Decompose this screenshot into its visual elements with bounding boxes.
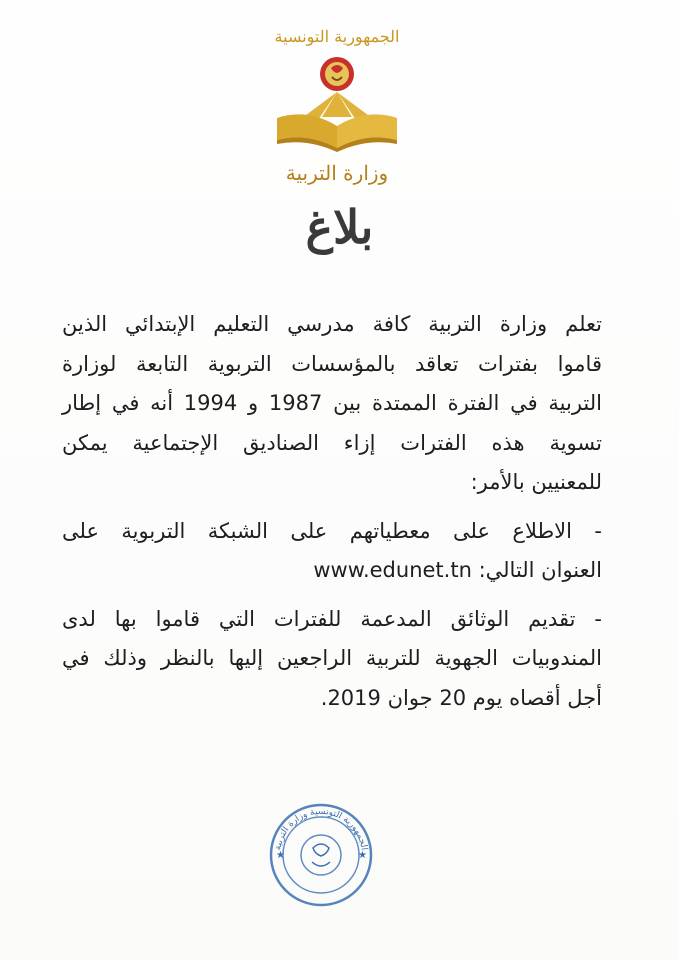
ministry-emblem-logo — [262, 22, 412, 192]
official-stamp — [268, 802, 374, 908]
text-line: - تقديم الوثائق المدعمة للفترات التي قاموا بها لدى — [62, 606, 602, 631]
text-line: تعلم وزارة التربية كافة مدرسي التعليم الإبتدائي الذين — [62, 312, 602, 336]
list-item — [62, 600, 602, 719]
text-line: - الاطلاع على معطياتهم على الشبكة التربوية على — [62, 518, 602, 543]
svg-text:الجمهورية التونسية وزارة الترب: الجمهورية التونسية وزارة التربية — [273, 806, 369, 851]
open-book-icon — [277, 114, 397, 152]
svg-text:★: ★ — [358, 850, 367, 861]
intro-paragraph — [62, 305, 602, 503]
text-line: للمعنيين بالأمر: — [470, 470, 602, 494]
text-line: تسوية هذه الفترات إزاء الصناديق الإجتماعية يمكن — [62, 430, 602, 455]
svg-text:★: ★ — [276, 850, 285, 861]
edunet-link[interactable]: www.edunet.tn — [313, 558, 472, 582]
ministry-calligraphy: وزارة التربية — [285, 161, 389, 185]
page-title: بلاغ — [305, 200, 374, 254]
address-label: العنوان التالي: — [478, 558, 602, 582]
republic-calligraphy: الجمهورية التونسية — [274, 27, 400, 46]
text-line: أجل أقصاه يوم 20 جوان 2019. — [320, 685, 602, 710]
notice-body — [62, 305, 602, 718]
list-item — [62, 512, 602, 591]
text-line: قاموا بفترات تعاقد بالمؤسسات التربوية التابعة لوزارة — [62, 351, 602, 376]
text-line: التربية في الفترة الممتدة بين 1987 و 1994 أنه في إطار — [62, 391, 602, 415]
text-line: المندوبيات الجهوية للتربية الراجعين إليها بالنظر وذلك في — [62, 646, 602, 670]
book-rays — [302, 92, 372, 120]
text-line — [62, 551, 602, 591]
